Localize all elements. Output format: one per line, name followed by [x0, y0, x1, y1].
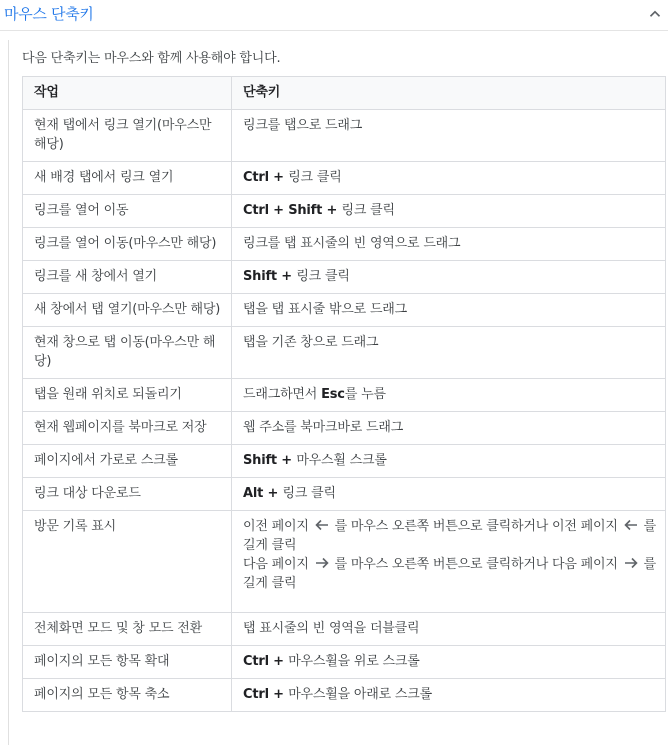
key-name: Ctrl: [243, 687, 269, 702]
action-cell: 링크 대상 다운로드: [23, 478, 232, 511]
shortcut-line: 이전 페이지 를 마우스 오른쪽 버튼으로 클릭하거나 이전 페이지 를 길게 클릭: [243, 519, 656, 553]
plus-sign: +: [268, 170, 289, 185]
section-title[interactable]: 마우스 단축키: [4, 5, 94, 23]
shortcut-cell: [232, 261, 666, 294]
shortcut-cell: [232, 613, 666, 646]
plus-sign: +: [276, 453, 297, 468]
key-name: Alt: [243, 486, 264, 501]
shortcut-text: 마우스휠을 아래로 스크롤: [288, 687, 432, 702]
action-cell: 새 창에서 탭 열기(마우스만 해당): [23, 294, 232, 327]
action-cell: 새 배경 탭에서 링크 열기: [23, 162, 232, 195]
table-row: [23, 110, 666, 162]
table-row: [23, 261, 666, 294]
shortcut-text: 링크 클릭: [296, 269, 350, 284]
table-row: [23, 679, 666, 712]
shortcut-text: 탭 표시줄의 빈 영역을 더블클릭: [243, 621, 420, 636]
action-cell: 전체화면 모드 및 창 모드 전환: [23, 613, 232, 646]
key-name: Shift: [243, 269, 277, 284]
arrow-left-icon: [315, 519, 329, 531]
key-name: Esc: [321, 387, 345, 402]
table-row: [23, 379, 666, 412]
chevron-up-icon[interactable]: [646, 5, 664, 23]
shortcut-text: 링크를 탭 표시줄의 빈 영역으로 드래그: [243, 236, 461, 251]
action-cell: 탭을 원래 위치로 되돌리기: [23, 379, 232, 412]
plus-sign: +: [322, 203, 342, 218]
shortcut-cell: [232, 294, 666, 327]
shortcut-text: 웹 주소를 북마크바로 드래그: [243, 420, 404, 435]
shortcut-cell: [232, 110, 666, 162]
section-header[interactable]: [0, 0, 668, 31]
shortcut-text: 링크 클릭: [288, 170, 342, 185]
shortcut-line: 다음 페이지 를 마우스 오른쪽 버튼으로 클릭하거나 다음 페이지 를 길게 클릭: [243, 557, 656, 591]
table-row: [23, 327, 666, 379]
action-cell: 페이지에서 가로로 스크롤: [23, 445, 232, 478]
shortcut-text: 드래그하면서: [243, 387, 322, 402]
column-header-shortcut: 단축키: [232, 77, 666, 110]
shortcut-text: 탭을 탭 표시줄 밖으로 드래그: [243, 302, 408, 317]
shortcut-cell: [232, 646, 666, 679]
table-row: [23, 412, 666, 445]
action-cell: 링크를 열어 이동(마우스만 해당): [23, 228, 232, 261]
action-cell: 현재 웹페이지를 북마크로 저장: [23, 412, 232, 445]
table-row: [23, 228, 666, 261]
table-row: [23, 478, 666, 511]
arrow-right-icon: [315, 557, 329, 569]
table-row: [23, 162, 666, 195]
column-header-action: 작업: [23, 77, 232, 110]
shortcut-cell: [232, 162, 666, 195]
action-cell: 방문 기록 표시: [23, 511, 232, 613]
arrow-right-icon: [624, 557, 638, 569]
plus-sign: +: [268, 654, 289, 669]
action-cell: 페이지의 모든 항목 축소: [23, 679, 232, 712]
key-name: Ctrl: [243, 654, 269, 669]
shortcut-cell: [232, 228, 666, 261]
shortcut-cell: [232, 412, 666, 445]
key-name: Shift: [243, 453, 277, 468]
plus-sign: +: [263, 486, 283, 501]
section-content: [8, 40, 668, 745]
shortcut-text: 링크 클릭: [341, 203, 395, 218]
shortcut-cell: [232, 195, 666, 228]
action-cell: 링크를 새 창에서 열기: [23, 261, 232, 294]
action-cell: 페이지의 모든 항목 확대: [23, 646, 232, 679]
key-name: Ctrl: [243, 170, 269, 185]
table-row: [23, 445, 666, 478]
plus-sign: +: [268, 203, 289, 218]
shortcut-text: 마우스휠 스크롤: [296, 453, 387, 468]
table-row: [23, 511, 666, 613]
plus-sign: +: [268, 687, 289, 702]
shortcut-text: 링크 클릭: [282, 486, 336, 501]
shortcut-text: 탭을 기존 창으로 드래그: [243, 335, 379, 350]
key-name: Shift: [288, 203, 323, 218]
shortcut-text: 링크를 탭으로 드래그: [243, 118, 363, 133]
shortcut-cell: [232, 511, 666, 613]
shortcut-text: 마우스휠을 위로 스크롤: [288, 654, 420, 669]
action-cell: 링크를 열어 이동: [23, 195, 232, 228]
shortcut-cell: [232, 478, 666, 511]
shortcut-table: [22, 76, 666, 712]
table-header-row: [23, 77, 666, 110]
table-row: [23, 294, 666, 327]
table-row: [23, 613, 666, 646]
plus-sign: +: [276, 269, 297, 284]
action-cell: 현재 탭에서 링크 열기(마우스만 해당): [23, 110, 232, 162]
shortcut-cell: [232, 679, 666, 712]
shortcut-cell: [232, 327, 666, 379]
arrow-left-icon: [624, 519, 638, 531]
shortcut-cell: [232, 445, 666, 478]
shortcut-text: 를 누름: [344, 387, 386, 402]
table-row: [23, 646, 666, 679]
key-name: Ctrl: [243, 203, 269, 218]
action-cell: 현재 창으로 탭 이동(마우스만 해당): [23, 327, 232, 379]
shortcut-cell: [232, 379, 666, 412]
table-row: [23, 195, 666, 228]
intro-text: 다음 단축키는 마우스와 함께 사용해야 합니다.: [22, 51, 281, 66]
